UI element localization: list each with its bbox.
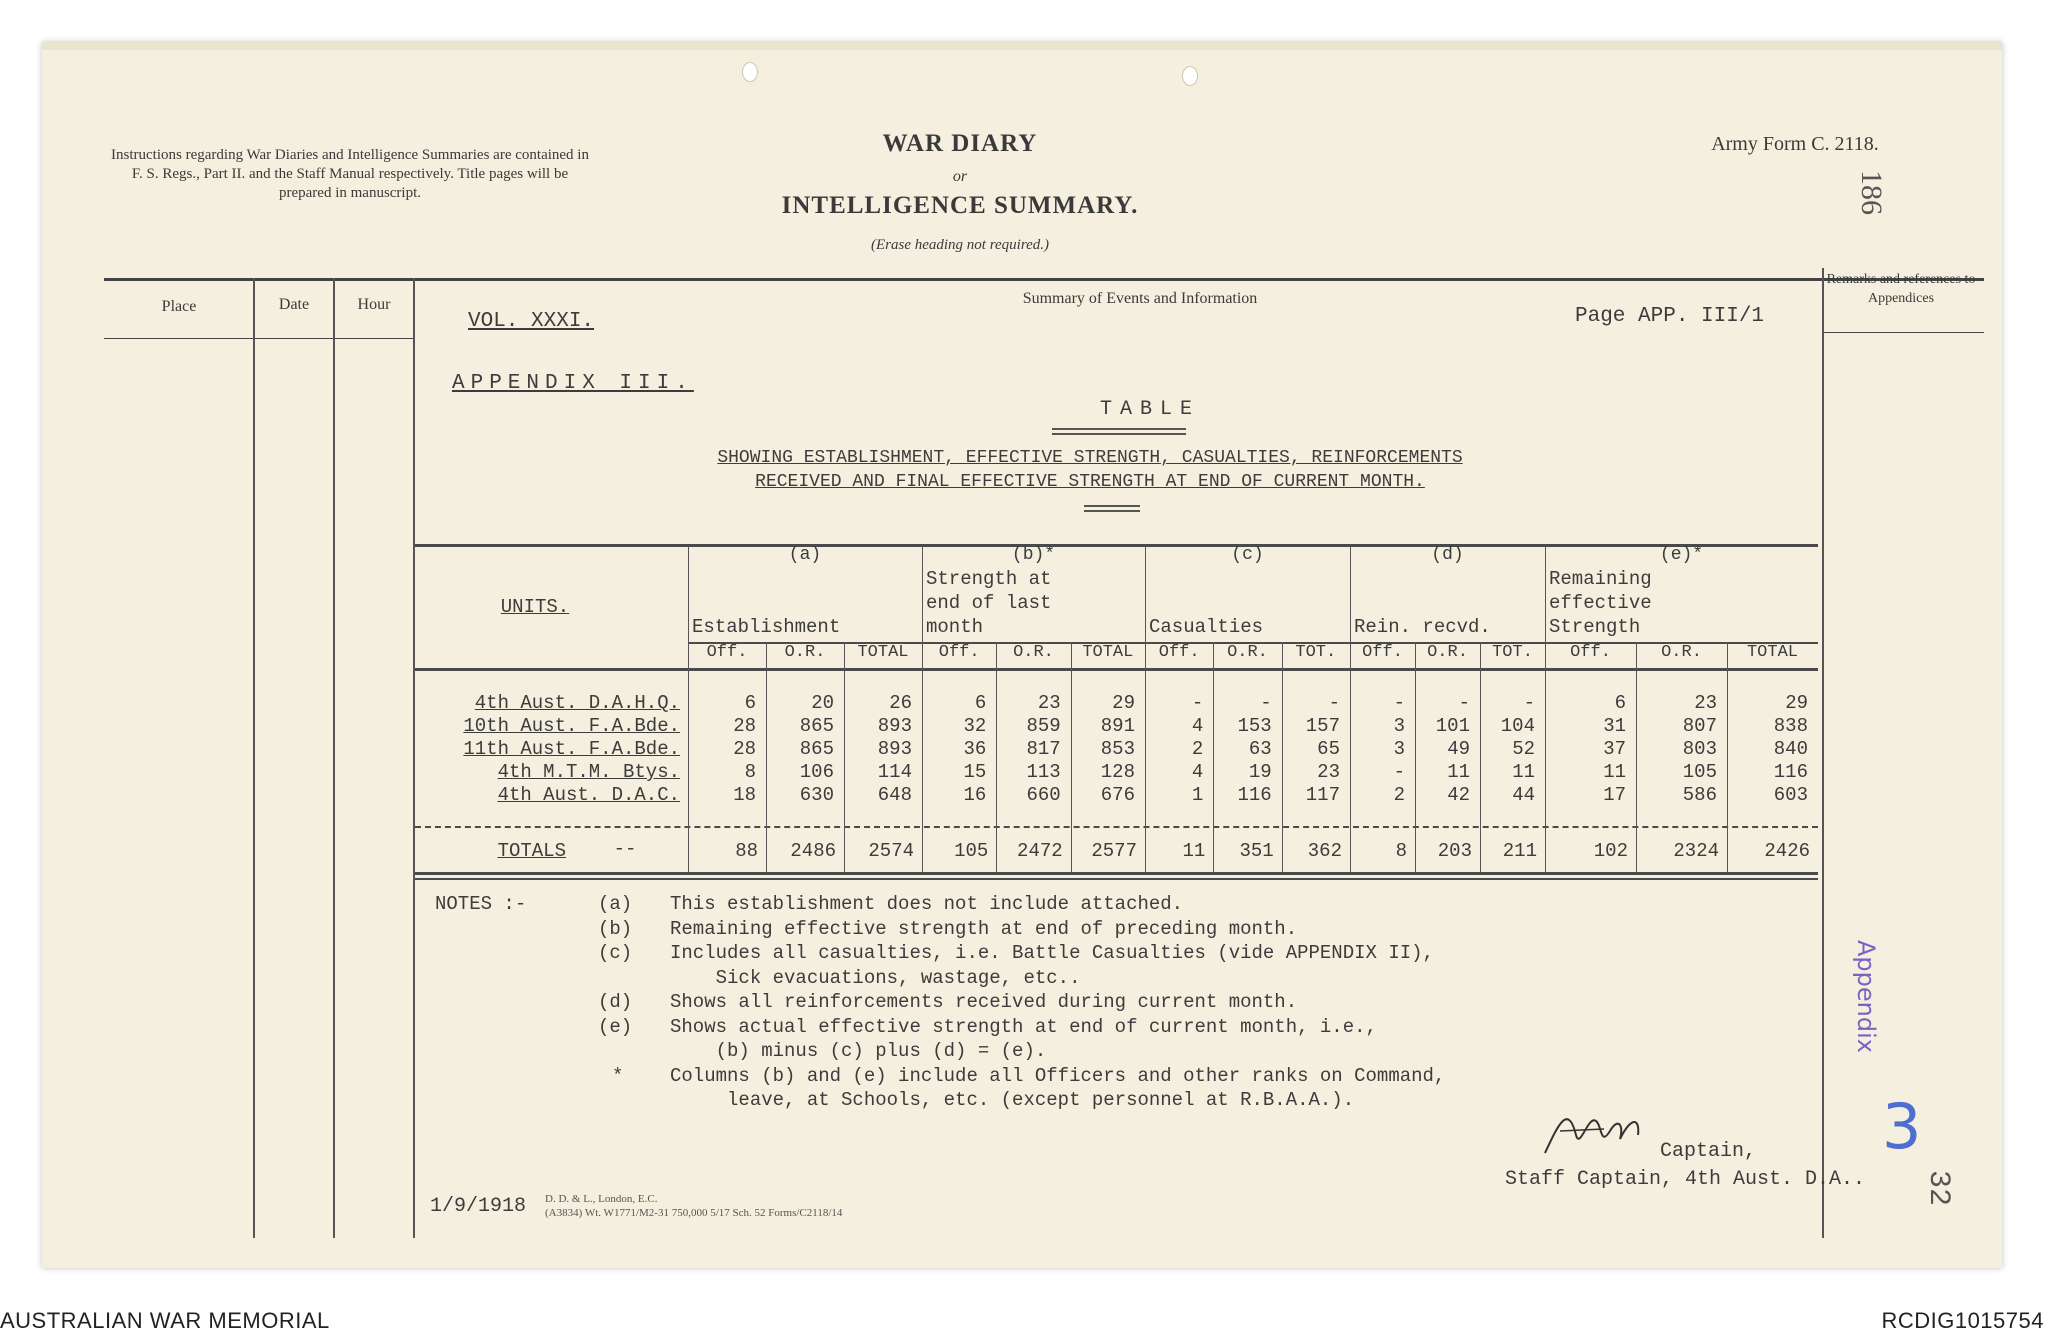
table-cell: 117 — [1305, 784, 1340, 806]
volume-label: VOL. XXXI. — [468, 310, 595, 333]
table-cell: 6 — [1614, 692, 1626, 714]
table-bottom-rule-2 — [415, 878, 1818, 880]
totals-cell: 88 — [735, 840, 758, 862]
table-cell: 3 — [1393, 738, 1405, 760]
form-title-or: or — [952, 168, 968, 185]
note-text: Includes all casualties, i.e. Battle Casualties (vide APPENDIX II), — [670, 942, 1434, 964]
table-cell: 113 — [1026, 761, 1061, 783]
form-instructions: Instructions regarding War Diaries and Intelligence Summaries are contained in F. S. Regs., Part II. and the Staff Manual respectively. Title pages will be prepared in manuscript. — [111, 147, 589, 201]
table-cell: 4 — [1191, 761, 1204, 783]
group-title-line: end of last — [926, 592, 1052, 614]
table-cell: 603 — [1773, 784, 1808, 806]
table-cell: 8 — [744, 761, 756, 783]
table-row-unit: 11th Aust. F.A.Bde. — [463, 738, 680, 760]
table-cell: 893 — [877, 715, 912, 737]
footer-source: AUSTRALIAN WAR MEMORIAL — [0, 1308, 330, 1333]
column-subheader: O.R. — [1427, 643, 1468, 662]
table-cell: 893 — [877, 738, 912, 760]
group-title-line: Establishment — [692, 616, 841, 638]
table-row-unit: 4th M.T.M. Btys. — [497, 761, 680, 783]
table-description-line1: SHOWING ESTABLISHMENT, EFFECTIVE STRENGTH, CASUALTIES, REINFORCEMENTS — [717, 448, 1463, 468]
column-subheader: O.R. — [784, 643, 826, 662]
table-row-unit: 10th Aust. F.A.Bde. — [463, 715, 680, 737]
note-text: (b) minus (c) plus (d) = (e). — [670, 1040, 1047, 1062]
table-cell: 840 — [1773, 738, 1808, 760]
table-cell: 630 — [799, 784, 834, 806]
units-header: UNITS. — [500, 596, 570, 618]
group-key-header: (d) — [1431, 545, 1464, 565]
col-header-remarks: Remarks and references to Appendices — [1826, 272, 1976, 306]
army-form-number: Army Form C. 2118. — [1711, 133, 1879, 155]
note-key: (a) — [598, 893, 633, 915]
table-cell: 65 — [1317, 738, 1340, 760]
note-key: * — [612, 1064, 624, 1087]
note-text: Sick evacuations, wastage, etc.. — [670, 966, 1081, 989]
appendix-heading: APPENDIX III. — [452, 372, 694, 395]
note-key: (e) — [598, 1015, 633, 1038]
col-header-date: Date — [278, 296, 310, 313]
table-cell: 23 — [1694, 692, 1717, 714]
note-text: Shows all reinforcements received during current month. — [670, 991, 1298, 1013]
group-title-line: Remaining — [1549, 568, 1652, 590]
table-cell: 891 — [1100, 715, 1135, 737]
table-cell: 18 — [733, 784, 756, 806]
table-cell: 807 — [1682, 715, 1717, 737]
table-cell: - — [1328, 692, 1340, 714]
table-cell: 128 — [1100, 761, 1135, 783]
column-subheader: TOTAL — [1746, 643, 1798, 662]
totals-cell: 351 — [1239, 840, 1274, 862]
page-reference: Page APP. III/1 — [1575, 305, 1765, 328]
table-cell: 44 — [1512, 784, 1535, 806]
table-cell: 17 — [1603, 784, 1626, 806]
table-cell: 116 — [1237, 784, 1272, 806]
table-cell: 114 — [877, 761, 912, 783]
column-subheader: Off. — [1362, 643, 1403, 662]
totals-cell: 11 — [1182, 840, 1206, 862]
table-cell: 116 — [1773, 761, 1808, 783]
notes-label: NOTES :- — [435, 893, 527, 915]
table-cell: - — [1523, 692, 1535, 714]
table-cell: 49 — [1447, 738, 1470, 760]
table-cell: 859 — [1026, 715, 1061, 737]
table-cell: 28 — [733, 715, 756, 737]
table-cell: 660 — [1026, 784, 1061, 806]
note-text: Shows actual effective strength at end of current month, i.e., — [670, 1015, 1377, 1038]
table-description-line2: RECEIVED AND FINAL EFFECTIVE STRENGTH AT END OF CURRENT MONTH. — [755, 472, 1425, 492]
table-cell: 865 — [799, 738, 834, 760]
table-cell: 16 — [963, 784, 987, 806]
totals-cell: 2324 — [1673, 840, 1719, 862]
column-subheader: Off. — [1158, 643, 1200, 662]
note-text: Columns (b) and (e) include all Officers and other ranks on Command, — [670, 1064, 1446, 1087]
group-key-header: (a) — [788, 545, 822, 565]
table-cell: 4 — [1191, 715, 1204, 737]
totals-dash: -- — [613, 838, 637, 860]
table-totals-rule — [415, 826, 1818, 828]
note-key: (b) — [598, 917, 633, 940]
table-cell: 6 — [974, 692, 987, 714]
table-cell: 29 — [1112, 692, 1135, 714]
form-erase-note: (Erase heading not required.) — [870, 237, 1050, 253]
totals-cell: 2426 — [1764, 840, 1810, 862]
group-title-line: effective — [1549, 592, 1652, 614]
note-text: leave, at Schools, etc. (except personnel at R.B.A.A.). — [670, 1089, 1355, 1111]
folio-number: 186 — [1855, 170, 1888, 215]
table-cell: 26 — [889, 692, 912, 714]
column-subheader: Off. — [1570, 643, 1611, 662]
column-subheader: Off. — [938, 643, 980, 662]
table-row-unit: 4th Aust. D.A.H.Q. — [474, 692, 680, 714]
table-cell: 3 — [1393, 715, 1405, 737]
table-cell: 11 — [1603, 761, 1626, 783]
column-subheader: O.R. — [1661, 643, 1702, 662]
footer-reference: RCDIG1015754 — [1881, 1308, 2044, 1333]
group-title-line: Strength — [1549, 616, 1641, 638]
appendix-handwritten-label: Appendix — [1852, 940, 1880, 1053]
totals-label: TOTALS — [497, 840, 566, 862]
totals-cell: 211 — [1502, 840, 1537, 862]
table-cell: 11 — [1512, 761, 1535, 783]
group-key-header: (c) — [1231, 545, 1264, 565]
printer-line2: (A3834) Wt. W1771/M2-31 750,000 5/17 Sch. 52 Forms/C2118/14 — [545, 1207, 843, 1219]
totals-cell: 2574 — [868, 840, 914, 862]
group-title-line: Strength at — [926, 568, 1052, 590]
note-key: (d) — [598, 991, 633, 1013]
printer-line1: D. D. & L., London, E.C. — [545, 1193, 658, 1205]
table-cell: - — [1191, 692, 1204, 714]
table-cell: 15 — [963, 761, 987, 783]
note-text: This establishment does not include attached. — [670, 893, 1184, 915]
table-cell: 63 — [1248, 738, 1272, 760]
col-header-summary: Summary of Events and Information — [1022, 290, 1258, 307]
document-date: 1/9/1918 — [430, 1195, 527, 1218]
column-subheader: O.R. — [1227, 643, 1268, 662]
column-subheader: TOT. — [1492, 643, 1533, 662]
table-cell: 32 — [963, 715, 987, 737]
totals-cell: 2577 — [1091, 840, 1137, 862]
note-key: (c) — [598, 942, 633, 964]
table-cell: 157 — [1305, 715, 1340, 737]
table-cell: 1 — [1191, 784, 1204, 806]
table-cell: 853 — [1100, 738, 1135, 760]
table-cell: 817 — [1026, 738, 1061, 760]
group-key-header: (e)* — [1659, 545, 1704, 565]
form-subtitle: INTELLIGENCE SUMMARY. — [781, 192, 1139, 219]
table-row-unit: 4th Aust. D.A.C. — [497, 784, 680, 806]
signatory-rank: Captain, — [1660, 1140, 1757, 1163]
table-cell: 648 — [877, 784, 912, 806]
totals-cell: 2486 — [790, 840, 836, 862]
table-cell: 2 — [1393, 784, 1405, 806]
table-cell: 23 — [1317, 761, 1340, 783]
table-cell: 803 — [1682, 738, 1717, 760]
table-cell: - — [1260, 692, 1272, 714]
column-subheader: Off. — [706, 643, 748, 662]
printer-imprint — [495, 1192, 842, 1220]
totals-cell: 362 — [1307, 840, 1342, 862]
table-cell: 19 — [1248, 761, 1272, 783]
table-cell: 101 — [1435, 715, 1470, 737]
group-title-line: Rein. recvd. — [1354, 616, 1491, 638]
table-cell: 11 — [1447, 761, 1470, 783]
column-subheader: TOTAL — [1082, 643, 1134, 662]
totals-cell: 105 — [954, 840, 989, 862]
table-cell: 23 — [1037, 692, 1061, 714]
totals-cell: 8 — [1395, 840, 1407, 862]
table-cell: - — [1458, 692, 1470, 714]
table-cell: 586 — [1682, 784, 1717, 806]
handwritten-page-number: 32 — [1921, 1170, 1955, 1207]
column-subheader: TOTAL — [857, 643, 909, 662]
totals-cell: 102 — [1593, 840, 1628, 862]
table-cell: - — [1393, 761, 1405, 783]
table-bottom-rule — [415, 872, 1818, 875]
appendix-handwritten-number: 3 — [1882, 1090, 1922, 1163]
group-title-line: Casualties — [1149, 616, 1264, 638]
totals-cell: 203 — [1437, 840, 1472, 862]
table-cell: 20 — [811, 692, 834, 714]
table-cell: 37 — [1603, 738, 1626, 760]
note-text: Remaining effective strength at end of preceding month. — [670, 917, 1298, 940]
column-subheader: O.R. — [1013, 643, 1054, 662]
form-title: WAR DIARY — [882, 130, 1038, 157]
table-cell: 865 — [799, 715, 834, 737]
col-header-place: Place — [161, 298, 197, 315]
col-header-hour: Hour — [357, 296, 391, 313]
table-cell: 106 — [799, 761, 834, 783]
table-cell: 838 — [1773, 715, 1808, 737]
table-cell: 105 — [1682, 761, 1717, 783]
signatory-title: Staff Captain, 4th Aust. D.A.. — [1505, 1168, 1866, 1191]
table-cell: 29 — [1785, 692, 1808, 714]
group-title-line: month — [926, 616, 984, 638]
table-header-bottom-rule — [415, 668, 1818, 671]
table-cell: 6 — [744, 692, 756, 714]
table-cell: 104 — [1500, 715, 1535, 737]
group-key-header: (b)* — [1011, 545, 1056, 565]
column-subheader: TOT. — [1295, 643, 1337, 662]
table-cell: 676 — [1100, 784, 1135, 806]
totals-cell: 2472 — [1017, 840, 1063, 862]
table-cell: 42 — [1447, 784, 1470, 806]
signature-scrawl — [1540, 1095, 1650, 1165]
table-cell: 153 — [1237, 715, 1272, 737]
table-cell: 28 — [733, 738, 756, 760]
table-cell: 36 — [963, 738, 987, 760]
table-heading: TABLE — [1099, 398, 1200, 421]
table-cell: 2 — [1191, 738, 1204, 760]
table-cell: 52 — [1512, 738, 1535, 760]
table-cell: - — [1393, 692, 1405, 714]
table-cell: 31 — [1603, 715, 1626, 737]
